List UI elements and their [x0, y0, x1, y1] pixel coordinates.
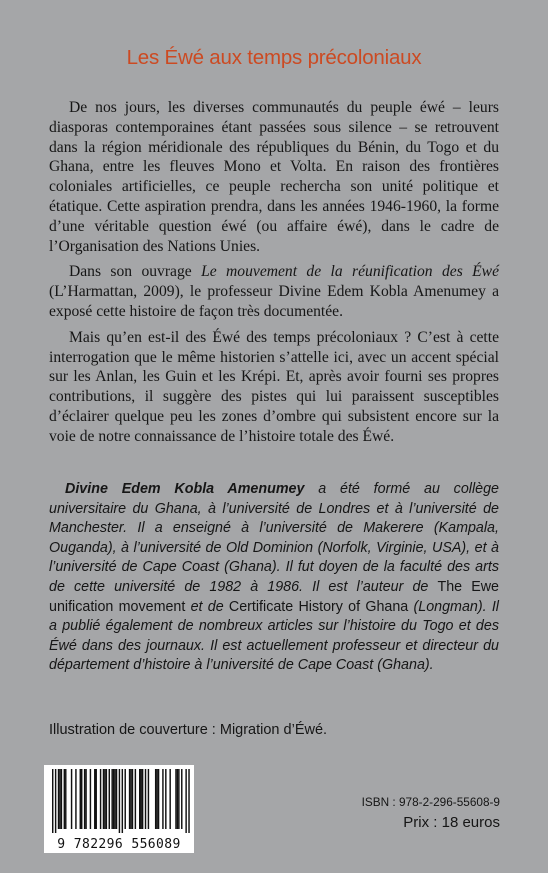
barcode-bar: [52, 769, 53, 833]
price: Prix : 18 euros: [403, 814, 500, 831]
barcode-bar: [165, 769, 166, 829]
barcode: [44, 765, 194, 853]
barcode-bar: [188, 769, 189, 833]
barcode-bar: [132, 769, 133, 829]
barcode-bar: [71, 769, 72, 829]
book-title-reunification: Le mouvement de la réunification des Éwé: [201, 263, 499, 281]
paragraph-2: [49, 262, 499, 321]
barcode-bar: [145, 769, 146, 829]
barcode-bar: [169, 769, 170, 829]
barcode-bar: [158, 769, 159, 829]
barcode-bar: [155, 769, 156, 829]
barcode-bar: [90, 769, 91, 829]
barcode-bar: [94, 769, 95, 829]
paragraph-2-lead: Dans son ouvrage: [69, 263, 202, 281]
barcode-bar: [80, 769, 81, 829]
barcode-bar: [113, 769, 114, 829]
page-title: Les Éwé aux temps précoloniaux: [126, 46, 422, 69]
barcode-bar: [178, 769, 179, 829]
cover-illustration-credit: Illustration de couverture : Migration d’Éwé.: [49, 722, 328, 738]
barcode-bar: [103, 769, 104, 829]
author-bio: [49, 480, 499, 676]
barcode-bar: [58, 769, 59, 829]
barcode-bar: [140, 769, 141, 829]
book-title-certificate-history: Certificate History of Ghana: [228, 598, 409, 615]
barcode-bars: [44, 765, 194, 835]
barcode-bar: [185, 769, 186, 833]
paragraph-2-tail: (L’Harmattan, 2009), le professeur Divine Edem Kobla Amenumey a exposé cette histoire de façon très documentée.: [49, 283, 499, 320]
barcode-bar: [64, 769, 65, 829]
barcode-bar: [81, 769, 82, 829]
barcode-bar: [85, 769, 86, 829]
barcode-digits: 9 782296 556089: [57, 837, 181, 852]
barcode-bar: [177, 769, 178, 829]
barcode-bar: [61, 769, 62, 829]
isbn: ISBN : 978-2-296-55608-9: [361, 795, 500, 809]
barcode-bar: [181, 769, 182, 829]
barcode-bar: [142, 769, 143, 829]
barcode-bar: [100, 769, 101, 829]
barcode-bar: [129, 769, 130, 829]
barcode-bar: [156, 769, 157, 829]
bio-text-1: a été formé au collège universitaire du Ghana, à l’université de Londres et à l’université de Manchester. Il a enseigné à l’université de Makerere (Kampala, Ouganda), à l’université de Old Dominion (Norfolk, Virginie, USA), et à l’université de Cape Coast (Ghana). Il fut doyen de la faculté des arts de cette université de 1982 à 1986. Il est l’auteur de: [49, 481, 499, 595]
barcode-bar: [59, 769, 60, 829]
barcode-bar: [65, 769, 66, 829]
barcode-bar: [106, 769, 107, 829]
summary-text: [49, 98, 499, 453]
barcode-bar: [75, 769, 76, 829]
barcode-bar: [119, 769, 120, 833]
barcode-bar: [111, 769, 112, 829]
book-title-ewe-unification: The Ewe unification movement: [49, 578, 500, 615]
barcode-bar: [96, 769, 97, 829]
barcode-bar: [116, 769, 117, 829]
barcode-bar: [109, 769, 110, 829]
paragraph-1: De nos jours, les diverses communautés du peuple éwé – leurs diasporas contemporaines étant passées sous silence – se retrouvent dans la région méridionale des républiques du Bénin, du Togo et du Ghana, entre les fleuves Mono et Volta. En raison des frontières coloniales artificielles, ce peuple rechercha son unité politique et étatique. Cette aspiration prendra, dans les années 1946-1960, la forme d’une véritable question éwé (ou affaire éwé), dans le cadre de l’Organisation des Nations Unies.: [49, 99, 499, 255]
author-name: Divine Edem Kobla Amenumey: [65, 481, 305, 497]
bio-text-3: (Longman). Il a publié également de nombreux articles sur l’histoire du Togo et des Éwé dans des journaux. Il est actuellement professeur et directeur du département d’histoire à l’université de Cape Coast (Ghana).: [49, 598, 499, 674]
paragraph-3: Mais qu’en est-il des Éwé des temps précoloniaux ? C’est à cette interrogation que le même historien s’attelle ici, avec un accent spécial sur les Anlan, les Guin et les Krépi. Et, après avoir fourni ses propres contributions, il suggère des pistes qui lui paraissent susceptibles d’éclairer quelque peu les zones d’ombre qui subsistent encore sur la voie de notre connaissance de l’histoire totale des Éwé.: [49, 328, 499, 445]
barcode-bar: [175, 769, 176, 829]
barcode-bar: [114, 769, 115, 829]
barcode-bar: [148, 769, 149, 829]
barcode-bar: [130, 769, 131, 829]
barcode-bar: [135, 769, 136, 829]
barcode-bar: [162, 769, 163, 829]
barcode-bar: [84, 769, 85, 829]
barcode-bar: [104, 769, 105, 829]
barcode-bar: [122, 769, 123, 833]
barcode-bar: [55, 769, 56, 833]
barcode-bar: [125, 769, 126, 829]
bio-text-2: et de: [185, 598, 229, 615]
barcode-bar: [139, 769, 140, 829]
